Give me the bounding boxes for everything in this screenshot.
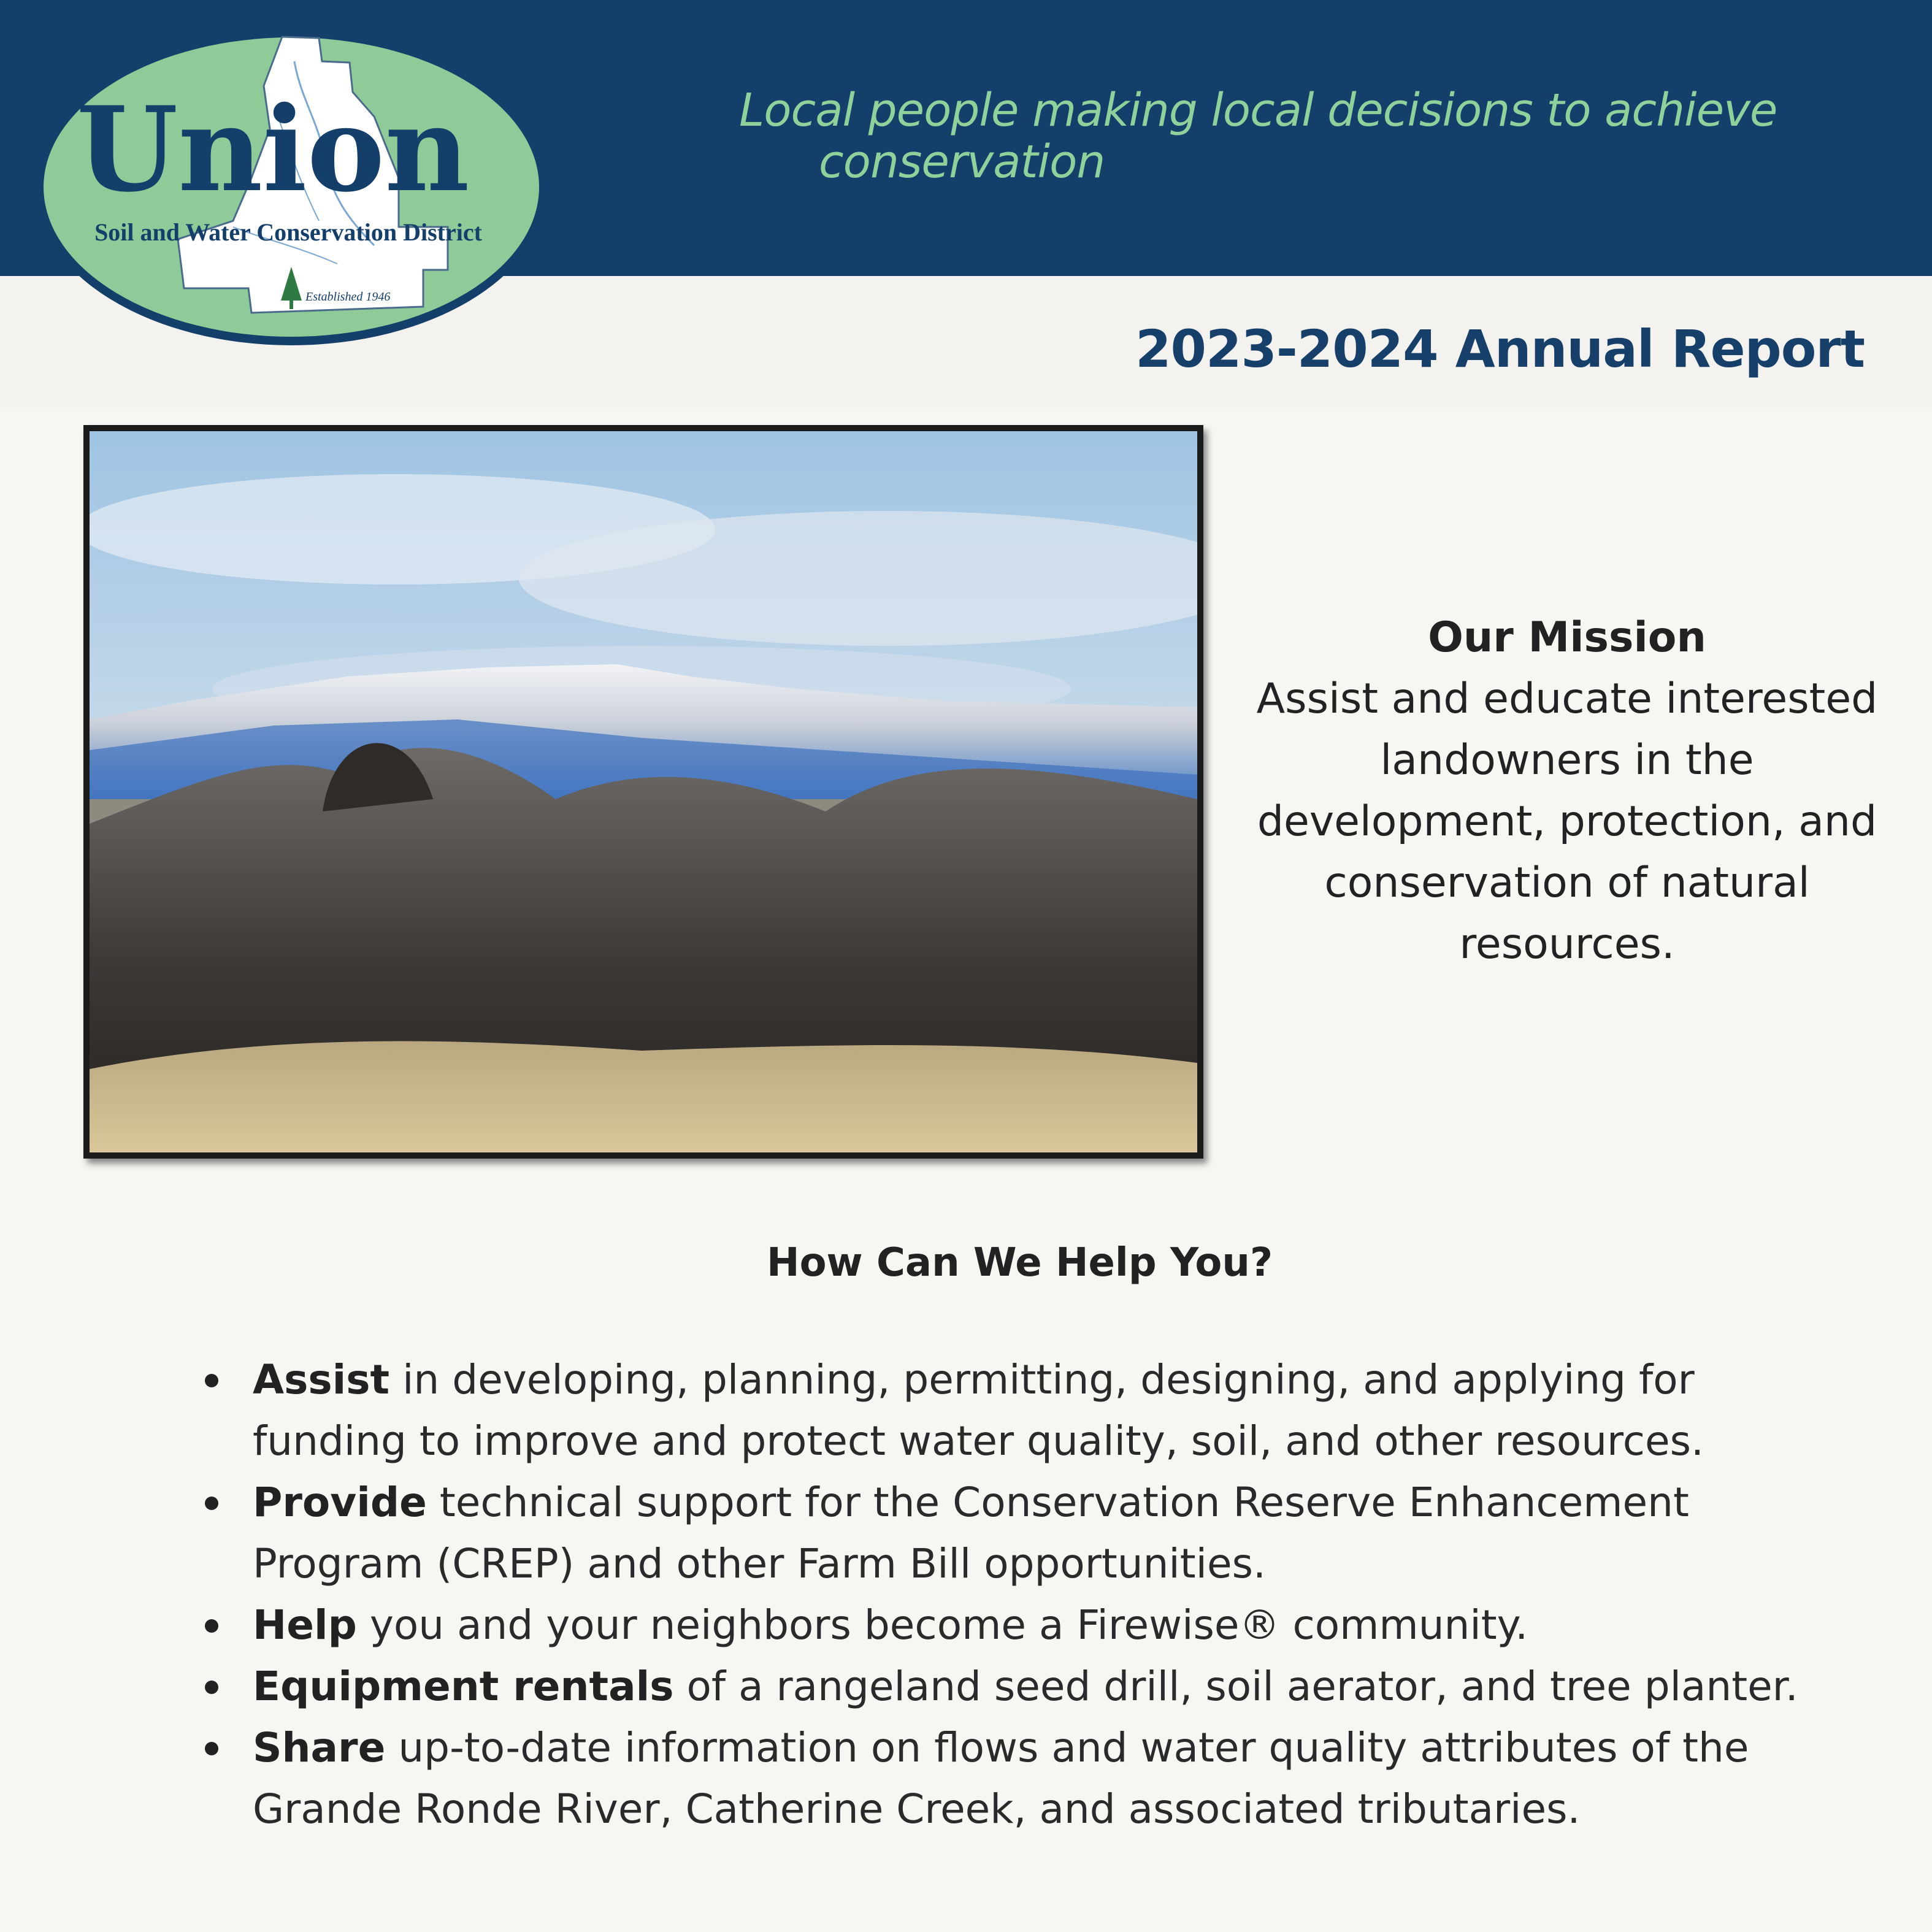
mission-section: [1245, 607, 1889, 975]
logo-subtitle: Soil and Water Conservation District: [94, 218, 482, 246]
tagline-line-1: Local people making local decisions to achieve: [739, 84, 1777, 137]
item-text: Grande Ronde River, Catherine Creek, and associated tributaries.: [253, 1785, 1581, 1833]
mission-line: resources.: [1459, 920, 1675, 968]
mission-line: landowners in the: [1380, 736, 1754, 784]
item-lead: Assist: [253, 1356, 390, 1403]
tagline-line-2: conservation: [819, 136, 1105, 188]
mission-line: development, protection, and: [1257, 797, 1877, 846]
item-text: you and your neighbors become a Firewise® community.: [356, 1601, 1528, 1649]
list-item: [196, 1472, 1828, 1595]
mission-line: Assist and educate interested: [1256, 675, 1878, 723]
help-list: [196, 1349, 1828, 1840]
landscape-photo-icon: [90, 431, 1197, 1152]
item-text: Program (CREP) and other Farm Bill opportunities.: [253, 1540, 1266, 1587]
item-lead: Help: [253, 1601, 357, 1649]
help-heading: How Can We Help You?: [767, 1240, 1273, 1286]
list-item: [196, 1717, 1828, 1840]
item-text: technical support for the Conservation Reserve Enhancement: [426, 1479, 1689, 1526]
item-lead: Share: [253, 1724, 386, 1771]
list-item: [196, 1595, 1828, 1656]
mission-heading: Our Mission: [1428, 613, 1706, 662]
report-title: 2023-2024 Annual Report: [1135, 319, 1865, 379]
logo-name: Union: [76, 81, 470, 218]
district-logo: [31, 25, 552, 350]
logo-established: Established 1946: [305, 290, 391, 304]
mission-line: conservation of natural: [1324, 859, 1810, 907]
item-text: funding to improve and protect water quality, soil, and other resources.: [253, 1417, 1704, 1465]
item-text: of a rangeland seed drill, soil aerator, and tree planter.: [673, 1663, 1798, 1710]
item-text: up-to-date information on flows and water quality attributes of the: [385, 1724, 1749, 1771]
item-text: in developing, planning, permitting, designing, and applying for: [389, 1356, 1695, 1403]
item-lead: Provide: [253, 1479, 427, 1526]
list-item: [196, 1656, 1828, 1717]
tagline: [739, 85, 1782, 188]
item-lead: Equipment rentals: [253, 1663, 674, 1710]
list-item: [196, 1349, 1828, 1472]
landscape-photo: [83, 425, 1203, 1159]
